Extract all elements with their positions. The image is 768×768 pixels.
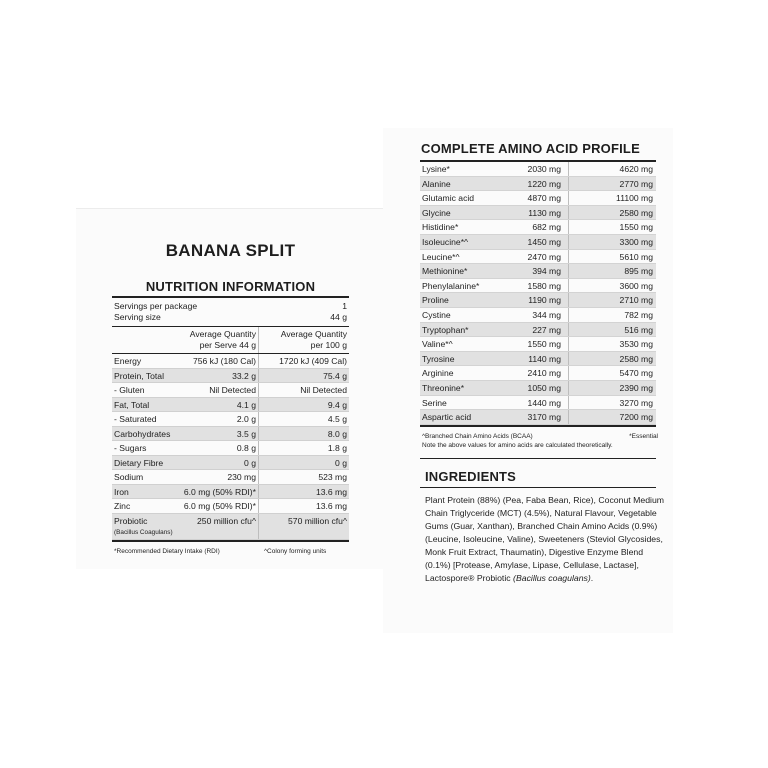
table-row: Tryptophan* 227 mg 516 mg [420,323,656,338]
table-row: - Gluten Nil Detected Nil Detected [112,383,349,398]
nutrition-table [112,296,349,542]
note-calc: Note the above values for amino acids are calculated theoretically. [422,442,613,449]
table-row: Isoleucine*^ 1450 mg 3300 mg [420,235,656,250]
amino-ingredients-panel [383,128,673,633]
table-row: Arginine 2410 mg 5470 mg [420,366,656,381]
servings-per-package-value: 1 [342,301,347,311]
table-row: Protein, Total 33.2 g 75.4 g [112,369,349,384]
table-row: Glycine 1130 mg 2580 mg [420,206,656,221]
table-row: Methionine* 394 mg 895 mg [420,264,656,279]
note-essential: *Essential [629,433,658,440]
servings-per-package-label: Servings per package [114,301,198,311]
table-row: Valine*^ 1550 mg 3530 mg [420,337,656,352]
ingredients-text: Plant Protein (88%) (Pea, Faba Bean, Rice), Coconut Medium Chain Triglyceride (MCT) (4.5%), Natural Flavour, Vegetable Gums (Guar, Xanthan), Branched Chain Amino Acids (0.9%) (Leucine, Isoleucine, Valine), Sweeteners (Steviol Glycosides, Monk Fruit Extract, Thaumatin), Digestive Enzyme Blend (0.1%) [Protease, Amylase, Lipase, Cellulase, Lactase], Lactospore® Probiotic (Bacillus coagulans). [425,495,665,583]
table-row: Alanine 1220 mg 2770 mg [420,177,656,192]
table-row: Glutamic acid 4870 mg 11100 mg [420,191,656,206]
table-row: Phenylalanine* 1580 mg 3600 mg [420,279,656,294]
table-row: Fat, Total 4.1 g 9.4 g [112,398,349,413]
col-serve-line2: per Serve 44 g [199,340,256,350]
table-row-probiotic: Probiotic (Bacillus Coagulans) 250 million cfu^ 570 million cfu^ [112,514,349,540]
table-row: - Sugars 0.8 g 1.8 g [112,441,349,456]
table-row: Serine 1440 mg 3270 mg [420,396,656,411]
table-row: Carbohydrates 3.5 g 8.0 g [112,427,349,442]
table-row: Aspartic acid 3170 mg 7200 mg [420,410,656,425]
servings-block [112,298,349,327]
table-row: Zinc 6.0 mg (50% RDI)* 13.6 mg [112,499,349,514]
col-100-line1: Average Quantity [280,329,347,339]
ingredients-title: INGREDIENTS [425,469,517,484]
amino-table [420,160,656,427]
footnote-cfu: ^Colony forming units [264,548,327,555]
serving-size-label: Serving size [114,312,161,322]
nutrition-column-header [112,327,349,354]
table-row: Dietary Fibre 0 g 0 g [112,456,349,471]
table-row: Energy 756 kJ (180 Cal) 1720 kJ (409 Cal) [112,354,349,369]
ingredients-divider-top [420,458,656,459]
table-row: - Saturated 2.0 g 4.5 g [112,412,349,427]
table-row: Iron 6.0 mg (50% RDI)* 13.6 mg [112,485,349,500]
table-row: Histidine* 682 mg 1550 mg [420,220,656,235]
ingredients-divider-bottom [420,487,656,488]
table-row: Proline 1190 mg 2710 mg [420,293,656,308]
table-row: Threonine* 1050 mg 2390 mg [420,381,656,396]
table-row: Sodium 230 mg 523 mg [112,470,349,485]
col-serve-line1: Average Quantity [189,329,256,339]
nutrition-title: NUTRITION INFORMATION [145,279,316,294]
col-100-line2: per 100 g [310,340,347,350]
note-bcaa: ^Branched Chain Amino Acids (BCAA) [422,433,533,440]
nutrition-panel [76,208,385,569]
table-row: Lysine* 2030 mg 4620 mg [420,162,656,177]
amino-notes [422,432,658,450]
amino-title: COMPLETE AMINO ACID PROFILE [421,141,640,156]
product-title: BANANA SPLIT [165,241,296,260]
table-row: Tyrosine 1140 mg 2580 mg [420,352,656,367]
table-row: Cystine 344 mg 782 mg [420,308,656,323]
footnote-rdi: *Recommended Dietary Intake (RDI) [114,548,220,555]
table-row: Leucine*^ 2470 mg 5610 mg [420,250,656,265]
serving-size-value: 44 g [330,312,347,322]
